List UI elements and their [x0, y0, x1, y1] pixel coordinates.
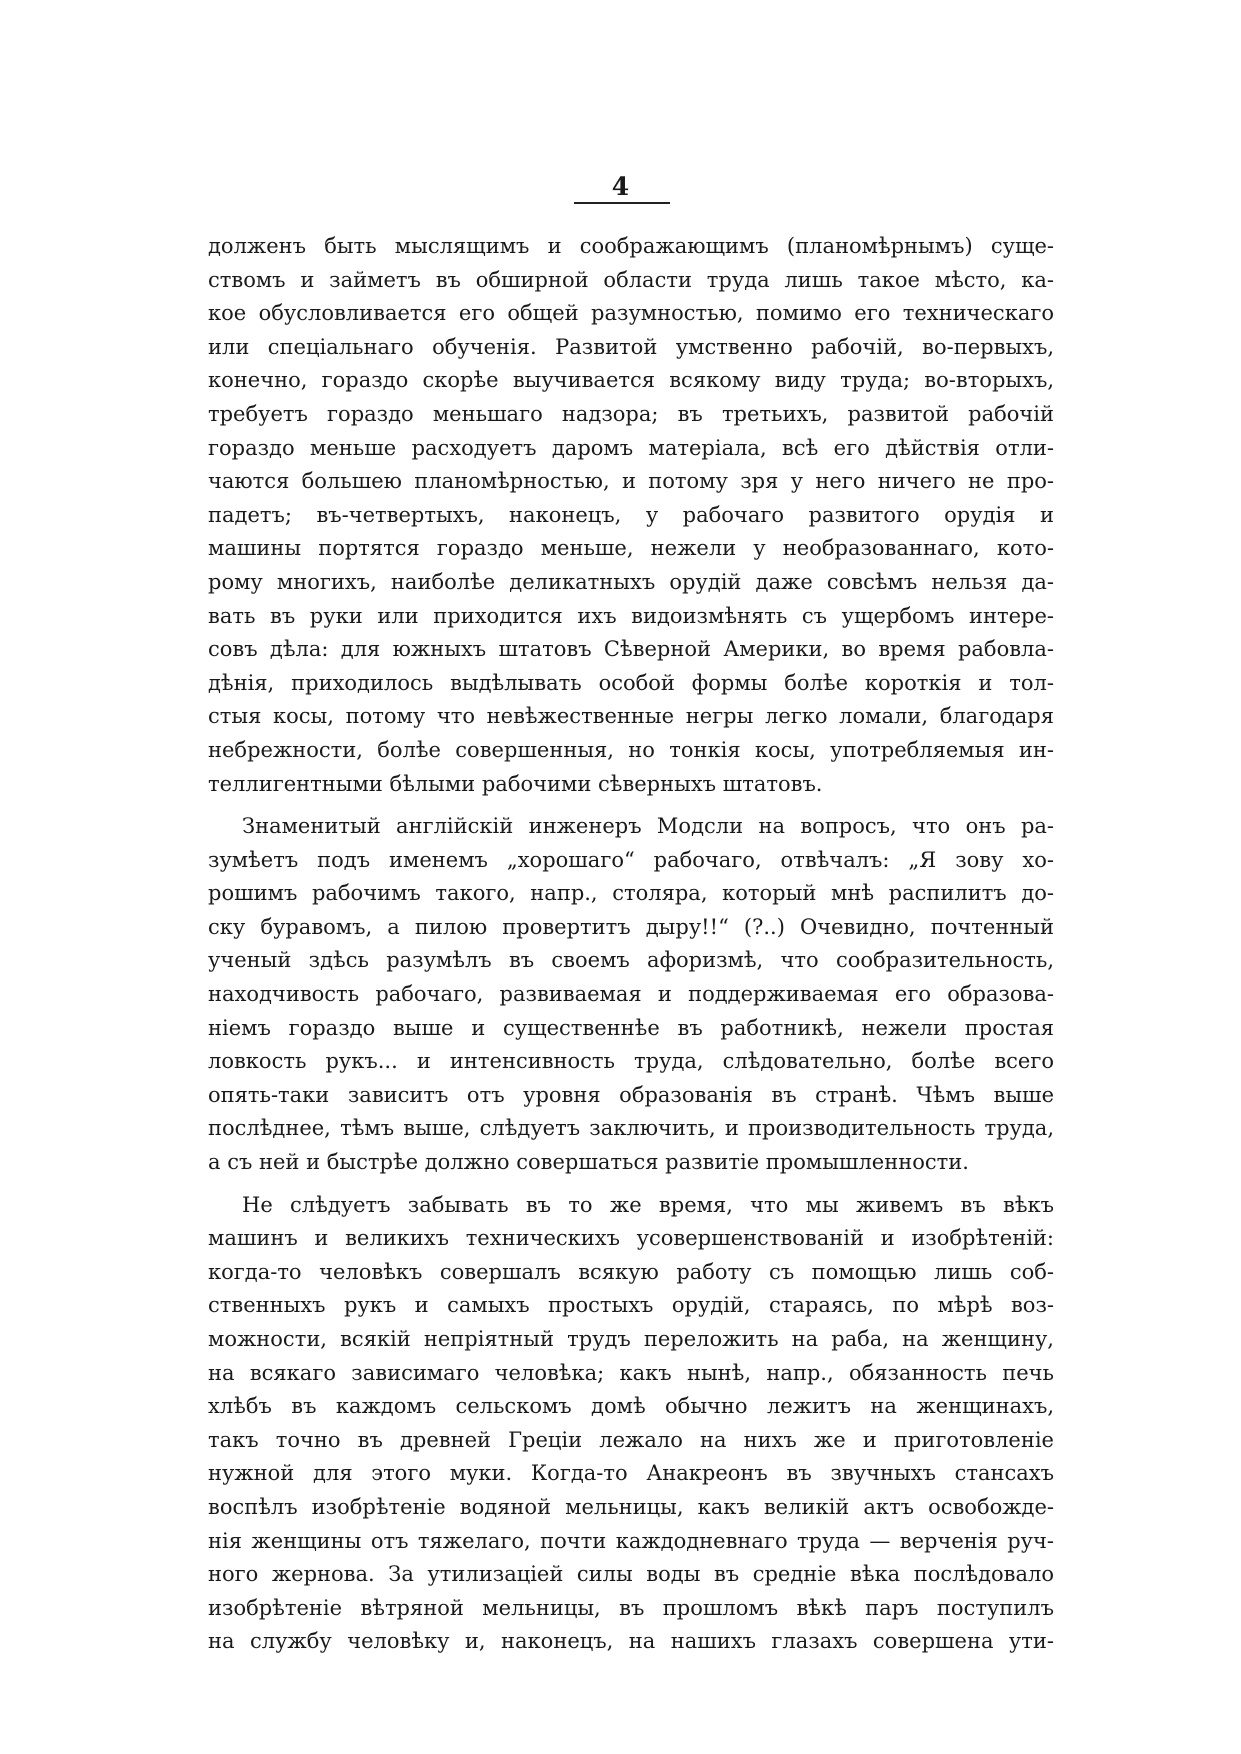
paragraph-1 [208, 230, 1054, 801]
text-line: хлѣбъ въ каждомъ сельскомъ домѣ обычно лежитъ на женщинахъ, [208, 1394, 1054, 1419]
text-line: ску буравомъ, а пилою провертитъ дыру!!“ (?..) Очевидно, почтенный [208, 914, 1054, 939]
text-line: ного жернова. За утилизацiей силы воды въ средніе вѣка послѣдовало [208, 1562, 1054, 1587]
page-number: 4 [611, 172, 630, 201]
text-line: кое обусловливается его общей разумностью, помимо его техническаго [208, 301, 1054, 326]
text-line: ніемъ гораздо выше и существеннѣе въ работникѣ, нежели простая [208, 1015, 1054, 1040]
text-line: на службу человѣку и, наконецъ, на нашихъ глазахъ совершена ути- [208, 1629, 1054, 1654]
text-line: Знаменитый англійскій инженеръ Модсли на вопросъ, что онъ ра- [242, 814, 1054, 839]
text-line: воспѣлъ изобрѣтеніе водяной мельницы, какъ великій актъ освобожде- [208, 1494, 1054, 1519]
text-line: теллигентными бѣлыми рабочими сѣверныхъ штатовъ. [208, 771, 823, 796]
header-rule [574, 202, 670, 204]
text-line: когда-то человѣкъ совершалъ всякую работу съ помощью лишь соб- [208, 1259, 1054, 1284]
text-line: ловкость рукъ... и интенсивность труда, слѣдовательно, болѣе всего [208, 1049, 1054, 1074]
text-line: машины портятся гораздо меньше, нежели у необразованнаго, кото- [208, 536, 1054, 561]
text-line: Не слѣдуетъ забывать въ то же время, что мы живемъ въ вѣкъ [242, 1192, 1054, 1217]
text-line: находчивость рабочаго, развиваемая и поддерживаемая его образова- [208, 982, 1054, 1007]
text-line: изобрѣтеніе вѣтряной мельницы, въ прошломъ вѣкѣ паръ поступилъ [208, 1595, 1054, 1620]
text-line: ученый здѣсь разумѣлъ въ своемъ афоризмѣ, что сообразительность, [208, 948, 1054, 973]
text-line: рошимъ рабочимъ такого, напр., столяра, который мнѣ распилитъ до- [208, 881, 1054, 906]
paragraph-2 [208, 810, 1054, 1180]
text-line: зумѣетъ подъ именемъ „хорошаго“ рабочаго, отвѣчалъ: „Я зову хо- [208, 847, 1054, 872]
text-line: нія женщины отъ тяжелаго, почти каждодневнаго труда — верченія руч- [208, 1528, 1054, 1553]
text-line: вать въ руки или приходится ихъ видоизмѣнять съ ущербомъ интере- [208, 603, 1054, 628]
paragraph-3 [208, 1189, 1054, 1659]
text-line: такъ точно въ древней Греціи лежало на нихъ же и приготовленіе [208, 1427, 1054, 1452]
text-line: опять-таки зависитъ отъ уровня образованія въ странѣ. Чѣмъ выше [208, 1082, 1054, 1107]
text-line: совъ дѣла: для южныхъ штатовъ Сѣверной Америки, во время рабовла- [208, 637, 1054, 662]
text-line: стыя косы, потому что невѣжественные негры легко ломали, благодаря [208, 704, 1054, 729]
text-line: нужной для этого муки. Когда-то Анакреонъ въ звучныхъ стансахъ [208, 1461, 1054, 1486]
text-line: падетъ; въ-четвертыхъ, наконецъ, у рабочаго развитого орудія и [208, 502, 1054, 527]
text-line: дѣнія, приходилось выдѣлывать особой формы болѣе короткія и тол- [208, 670, 1054, 695]
paragraph-gap [208, 1180, 1054, 1189]
text-line: можности, всякій непріятный трудъ переложить на раба, на женщину, [208, 1327, 1054, 1351]
text-line: ствомъ и займетъ въ обширной области труда лишь такое мѣсто, ка- [208, 267, 1054, 292]
text-line: долженъ быть мыслящимъ и соображающимъ (планомѣрнымъ) суще- [208, 234, 1054, 258]
text-line: а съ ней и быстрѣе должно совершаться развитіе промышленности. [208, 1150, 969, 1175]
text-line: рому многихъ, наиболѣе деликатныхъ орудій даже совсѣмъ нельзя да- [208, 569, 1054, 594]
text-line: ственныхъ рукъ и самыхъ простыхъ орудій, стараясь, по мѣрѣ воз- [208, 1293, 1054, 1318]
text-line: гораздо меньше расходуетъ даромъ матеріала, всѣ его дѣйствія отли- [208, 435, 1054, 460]
body-text [208, 230, 1054, 1659]
paragraph-gap [208, 801, 1054, 810]
text-line: машинъ и великихъ техническихъ усовершенствованій и изобрѣтеній: [208, 1226, 1054, 1251]
text-line: на всякаго зависимаго человѣка; какъ нынѣ, напр., обязанность печь [208, 1360, 1054, 1385]
text-line: послѣднее, тѣмъ выше, слѣдуетъ заключить, и производительность труда, [208, 1116, 1054, 1141]
text-line: небрежности, болѣе совершенныя, но тонкія косы, употребляемыя ин- [208, 737, 1054, 762]
text-line: чаются большею планомѣрностью, и потому зря у него ничего не про- [208, 469, 1054, 494]
text-line: требуетъ гораздо меньшаго надзора; въ третьихъ, развитой рабочій [208, 401, 1054, 426]
text-line: или спеціальнаго обученія. Развитой умственно рабочій, во-первыхъ, [208, 334, 1054, 359]
text-line: конечно, гораздо скорѣе выучивается всякому виду труда; во-вторыхъ, [208, 368, 1054, 393]
